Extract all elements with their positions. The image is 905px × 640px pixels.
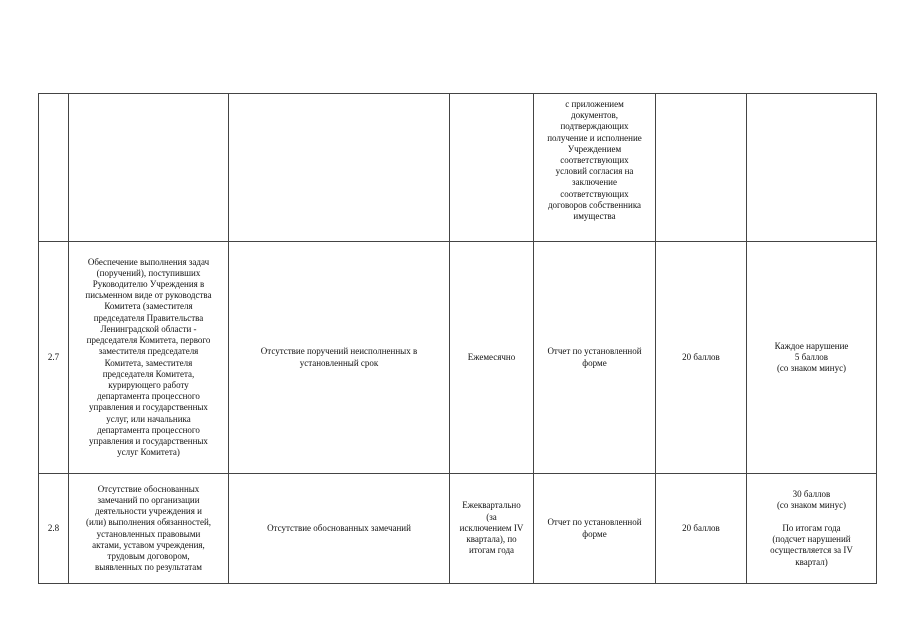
criteria-table [38, 93, 877, 584]
table-row [39, 94, 877, 242]
task-cell [69, 94, 229, 242]
notes-cell: 30 баллов (со знаком минус) По итогам года (подсчет нарушений осуществляется за IV квартал) [747, 474, 877, 584]
points-cell: 20 баллов [656, 474, 747, 584]
task-cell: Отсутствие обоснованных замечаний по организации деятельности учреждения и (или) выполнения обязанностей, установленных правовыми актами, уставом учреждения, трудовым договором, выявленных по результатам [69, 474, 229, 584]
report-cell: с приложением документов, подтверждающих получение и исполнение Учреждением соответствующих условий согласия на заключение соответствующих договоров собственника имущества [534, 94, 656, 242]
indicator-cell [229, 94, 450, 242]
frequency-cell: Ежеквартально (за исключением IV квартала), по итогам года [450, 474, 534, 584]
frequency-cell [450, 94, 534, 242]
report-cell: Отчет по установленной форме [534, 474, 656, 584]
indicator-cell: Отсутствие обоснованных замечаний [229, 474, 450, 584]
row-number-cell: 2.8 [39, 474, 69, 584]
row-number-cell: 2.7 [39, 242, 69, 474]
points-cell [656, 94, 747, 242]
notes-cell: Каждое нарушение 5 баллов (со знаком минус) [747, 242, 877, 474]
indicator-cell: Отсутствие поручений неисполненных в установленный срок [229, 242, 450, 474]
row-number-cell [39, 94, 69, 242]
table-row [39, 474, 877, 584]
frequency-cell: Ежемесячно [450, 242, 534, 474]
points-cell: 20 баллов [656, 242, 747, 474]
report-cell: Отчет по установленной форме [534, 242, 656, 474]
task-cell: Обеспечение выполнения задач (поручений), поступивших Руководителю Учреждения в письменном виде от руководства Комитета (заместителя председателя Правительства Ленинградской области - председателя Комитета, первого заместителя председателя Комитета, заместителя председателя Комитета, курирующего работу департамента процессного управления и государственных услуг, или начальника департамента процессного управления и государственных услуг Комитета) [69, 242, 229, 474]
notes-cell [747, 94, 877, 242]
table-row [39, 242, 877, 474]
